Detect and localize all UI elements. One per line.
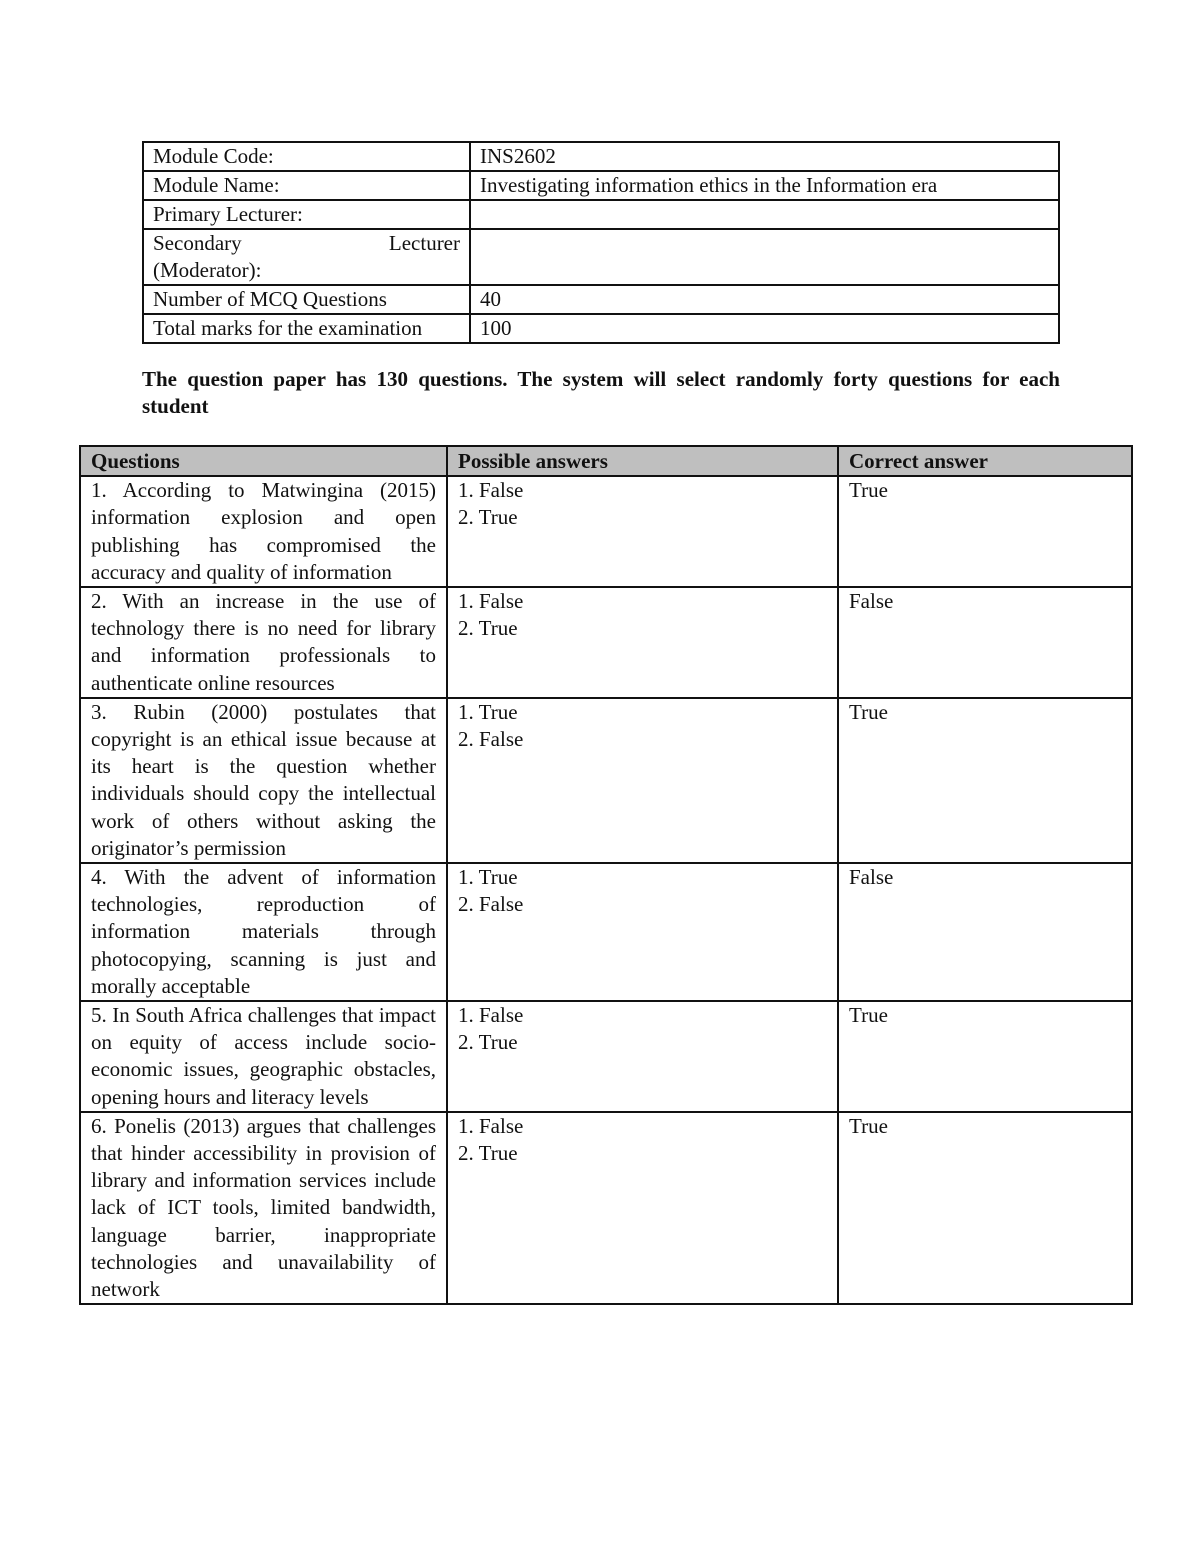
answer-option: 1. False xyxy=(458,1113,524,1138)
question-row xyxy=(80,1001,1132,1112)
answer-option: 1. False xyxy=(458,478,524,503)
answer-option: 2. True xyxy=(458,1030,518,1055)
question-text: 5. In South Africa challenges that impact on equity of access include socio-economic issues, geographic obstacles, opening hours and literacy levels xyxy=(80,1001,447,1112)
info-row-total-marks xyxy=(143,314,1059,343)
info-row-module-name xyxy=(143,171,1059,200)
info-value xyxy=(470,200,1059,229)
answer-option: 2. False xyxy=(458,892,524,917)
info-label xyxy=(143,229,470,285)
question-text: 3. Rubin (2000) postulates that copyright is an ethical issue because at its heart is the question whether individuals should copy the intellectual work of others without asking the originator’s permission xyxy=(80,698,447,863)
answer-option: 1. False xyxy=(458,589,524,614)
questions-table xyxy=(79,445,1133,1305)
question-row xyxy=(80,698,1132,863)
info-value xyxy=(470,229,1059,285)
info-row-module-code xyxy=(143,142,1059,171)
info-value: Investigating information ethics in the Information era xyxy=(470,171,1059,200)
correct-answer: True xyxy=(838,1112,1132,1304)
info-row-mcq-count xyxy=(143,285,1059,314)
answer-option: 2. True xyxy=(458,1141,518,1166)
info-label-line: Secondary Lecturer xyxy=(153,231,460,255)
info-value: 100 xyxy=(470,314,1059,343)
answer-options xyxy=(447,698,838,863)
answer-options xyxy=(447,1112,838,1304)
info-label: Total marks for the examination xyxy=(143,314,470,343)
info-label: Number of MCQ Questions xyxy=(143,285,470,314)
correct-answer: True xyxy=(838,698,1132,863)
question-row xyxy=(80,587,1132,698)
info-value: INS2602 xyxy=(470,142,1059,171)
questions-header-row xyxy=(80,446,1132,476)
answer-option: 1. False xyxy=(458,1003,524,1028)
module-info-table xyxy=(142,141,1060,344)
info-label-line: (Moderator): xyxy=(153,258,262,282)
info-value: 40 xyxy=(470,285,1059,314)
answer-options xyxy=(447,1001,838,1112)
question-row xyxy=(80,1112,1132,1304)
question-row xyxy=(80,863,1132,1001)
info-label: Module Name: xyxy=(143,171,470,200)
answer-option: 2. True xyxy=(458,505,518,530)
exam-notice: The question paper has 130 questions. The system will select randomly forty questions for each student xyxy=(142,367,1060,418)
answer-option: 1. True xyxy=(458,699,518,724)
header-questions: Questions xyxy=(80,446,447,476)
question-row xyxy=(80,476,1132,587)
answer-options xyxy=(447,587,838,698)
correct-answer: False xyxy=(838,587,1132,698)
info-label: Module Code: xyxy=(143,142,470,171)
question-text: 2. With an increase in the use of technology there is no need for library and information professionals to authenticate online resources xyxy=(80,587,447,698)
answer-option: 2. False xyxy=(458,727,524,752)
header-correct-answer: Correct answer xyxy=(838,446,1132,476)
question-text: 6. Ponelis (2013) argues that challenges that hinder accessibility in provision of library and information services include lack of ICT tools, limited bandwidth, language barrier, inappropriate technologies and unavailability of network xyxy=(80,1112,447,1304)
correct-answer: False xyxy=(838,863,1132,1001)
info-row-secondary-lecturer xyxy=(143,229,1059,285)
answer-option: 2. True xyxy=(458,616,518,641)
correct-answer: True xyxy=(838,1001,1132,1112)
header-possible-answers: Possible answers xyxy=(447,446,838,476)
question-text: 1. According to Matwingina (2015) information explosion and open publishing has compromised the accuracy and quality of information xyxy=(80,476,447,587)
question-text: 4. With the advent of information technologies, reproduction of information materials through photocopying, scanning is just and morally acceptable xyxy=(80,863,447,1001)
answer-option: 1. True xyxy=(458,865,518,890)
info-row-primary-lecturer xyxy=(143,200,1059,229)
answer-options xyxy=(447,476,838,587)
info-label: Primary Lecturer: xyxy=(143,200,470,229)
correct-answer: True xyxy=(838,476,1132,587)
answer-options xyxy=(447,863,838,1001)
